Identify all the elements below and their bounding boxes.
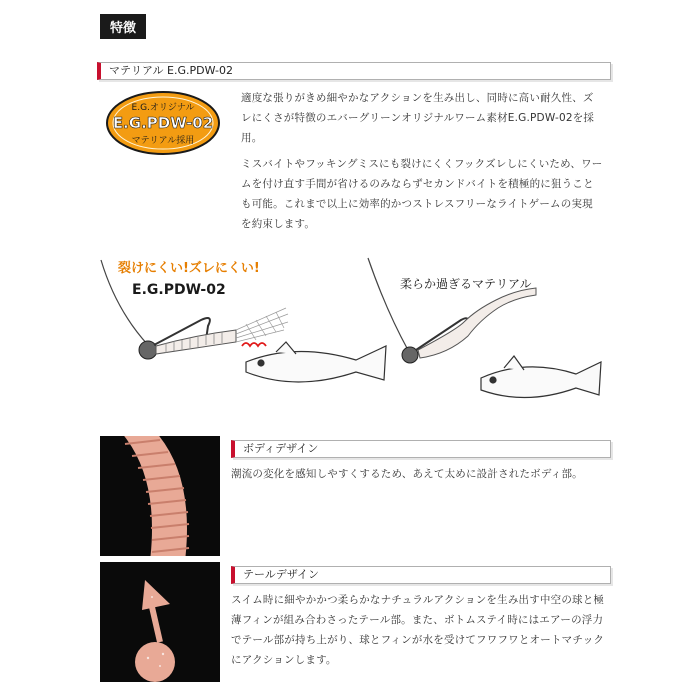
worm-comparison-illustration — [96, 250, 616, 420]
tail-design-photo — [100, 562, 220, 682]
material-paragraph-1: 適度な張りがきめ細やかなアクションを生み出し、同時に高い耐久性、ズレにくさが特徴のエバーグリーンオリジナルワーム素材E.G.PDW-02を採用。 — [241, 92, 595, 144]
left-label: E.G.PDW-02 — [132, 282, 226, 298]
body-design-photo — [100, 436, 220, 556]
eg-pdw02-badge — [105, 90, 221, 156]
left-caption: 裂けにくい!ズレにくい! — [118, 261, 260, 276]
tail-design-text: スイム時に細やかかつ柔らかなナチュラルアクションを生み出す中空の球と極薄フィンが組み合わさったテール部。また、ボトムステイ時にはエアーの浮力でテール部が持ち上がり、球とフィンが水を受けてフワフワとオートマチックにアクションします。 — [231, 594, 605, 666]
right-fish — [481, 356, 601, 398]
material-paragraph-2: ミスバイトやフッキングミスにも裂けにくくフックズレしにくいため、ワームを付け直す手間が省けるのみならずセカンドバイトを積極的に狙うことも可能。これまで以上に効率的かつストレスフリーなライトゲームの実現を約束します。 — [241, 158, 603, 230]
body-design-text: 潮流の変化を感知しやすくするため、あえて太めに設計されたボディ部。 — [231, 468, 583, 480]
material-description — [241, 88, 603, 240]
left-fish — [246, 342, 386, 382]
right-caption: 柔らか過ぎるマテリアル — [400, 277, 532, 291]
badge-line3: マテリアル採用 — [131, 136, 195, 146]
section-tail-design-title: テールデザイン — [231, 566, 611, 584]
section-material-title: マテリアル E.G.PDW-02 — [97, 62, 611, 80]
badge-line1: E.G.オリジナル — [131, 103, 195, 113]
features-tag: 特徴 — [100, 14, 146, 39]
section-body-design-title: ボディデザイン — [231, 440, 611, 458]
badge-line2: E.G.PDW-02 — [112, 114, 214, 132]
